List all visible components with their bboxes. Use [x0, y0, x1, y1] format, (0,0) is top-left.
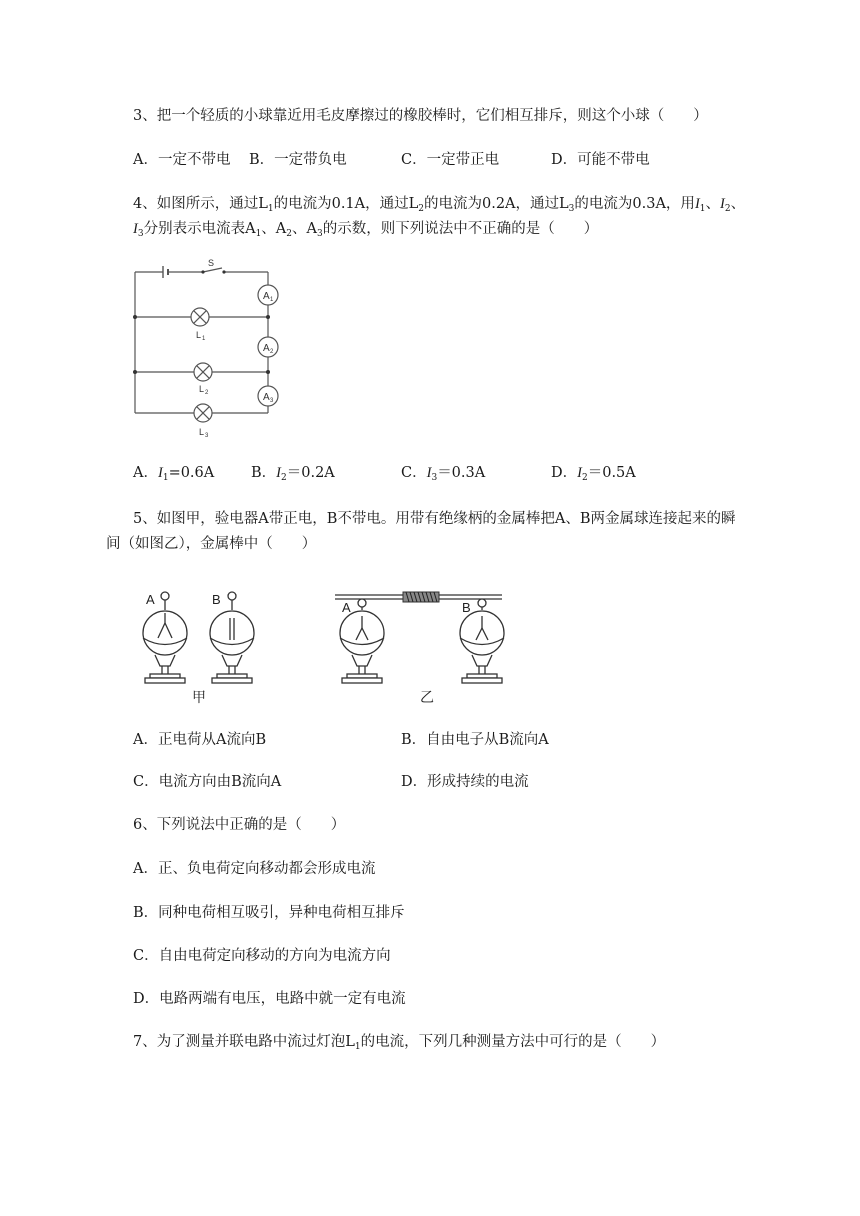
question-5-option-b: B．自由电子从B流向A [401, 732, 549, 748]
svg-text:2: 2 [270, 349, 274, 355]
svg-text:3: 3 [205, 433, 209, 439]
lamp-l2-label: L [199, 384, 205, 394]
electroscope-figure-yi [330, 588, 510, 708]
lamp-l2-icon [194, 363, 212, 381]
ammeter-a3 [258, 386, 278, 406]
ammeter-a1 [258, 285, 278, 305]
question-6-option-c: C．自由电荷定向移动的方向为电流方向 [133, 948, 391, 964]
question-3-option-b: B．一定带负电 [249, 152, 347, 168]
lamp-l1-icon [191, 308, 209, 326]
question-3-option-a: A．一定不带电 [133, 152, 231, 168]
question-4-option-b: B．$I_2=0.2A$ [251, 465, 335, 483]
question-3-option-d: D．可能不带电 [551, 152, 650, 168]
electroscope-b-label: B [212, 592, 221, 607]
question-4-stem-line-2: $I_3$分别表示电流表$A_1$、$A_2$、$A_3$的示数，则下列说法中不正确的是（ ） [133, 221, 599, 239]
question-6-stem: 6、下列说法中正确的是（ ） [133, 817, 346, 833]
question-6-option-a: A．正、负电荷定向移动都会形成电流 [133, 861, 376, 877]
lamp-l1-label: L [196, 330, 202, 340]
switch-label: S [208, 258, 215, 268]
question-6-option-b: B．同种电荷相互吸引，异种电荷相互排斥 [133, 905, 405, 921]
question-6-option-d: D．电路两端有电压，电路中就一定有电流 [133, 991, 406, 1007]
electroscope-a-label: A [146, 592, 155, 607]
question-3-option-c: C．一定带正电 [401, 152, 500, 168]
question-4-stem-line-1: 4、如图所示，通过$L_1$的电流为0.1A，通过$L_2$的电流为0.2A，通过$L_3$的电流为0.3A，用$I_1$、$I_2$、 [133, 196, 746, 214]
lamp-l3-label: L [199, 427, 205, 437]
circuit-diagram [128, 255, 288, 440]
electroscope-b-label-yi: B [462, 600, 471, 615]
question-5-stem-line-2: 间（如图乙），金属棒中（ ） [106, 536, 317, 552]
svg-text:3: 3 [270, 398, 274, 404]
svg-text:1: 1 [270, 297, 274, 303]
question-4-option-a: A．$I_1=0.6A$ [133, 465, 215, 483]
svg-text:A: A [263, 392, 270, 403]
ammeter-a2 [258, 337, 278, 357]
question-3-stem: 3、把一个轻质的小球靠近用毛皮摩擦过的橡胶棒时，它们相互排斥，则这个小球（ ） [133, 108, 708, 124]
electroscope-a-label-yi: A [342, 600, 351, 615]
question-4-option-c: C．$I_3=0.3A$ [401, 465, 486, 483]
figure-yi-caption: 乙 [420, 689, 434, 705]
question-5-option-c: C．电流方向由B流向A [133, 774, 282, 790]
question-5-option-a: A．正电荷从A流向B [133, 732, 267, 748]
svg-text:A: A [263, 343, 270, 354]
svg-text:2: 2 [205, 390, 209, 396]
question-5-stem-line-1: 5、如图甲，验电器A带正电，B不带电。用带有绝缘柄的金属棒把A、B两金属球连接起来的瞬 [133, 511, 736, 527]
svg-text:1: 1 [202, 336, 206, 342]
electroscope-figure-jia [130, 588, 255, 708]
question-7-stem: 7、为了测量并联电路中流过灯泡$L_1$的电流，下列几种测量方法中可行的是（ ） [133, 1034, 666, 1052]
lamp-l3-icon [194, 404, 212, 422]
figure-jia-caption: 甲 [192, 689, 206, 705]
svg-text:A: A [263, 291, 270, 302]
question-5-option-d: D．形成持续的电流 [401, 774, 529, 790]
question-4-option-d: D．$I_2=0.5A$ [551, 465, 636, 483]
